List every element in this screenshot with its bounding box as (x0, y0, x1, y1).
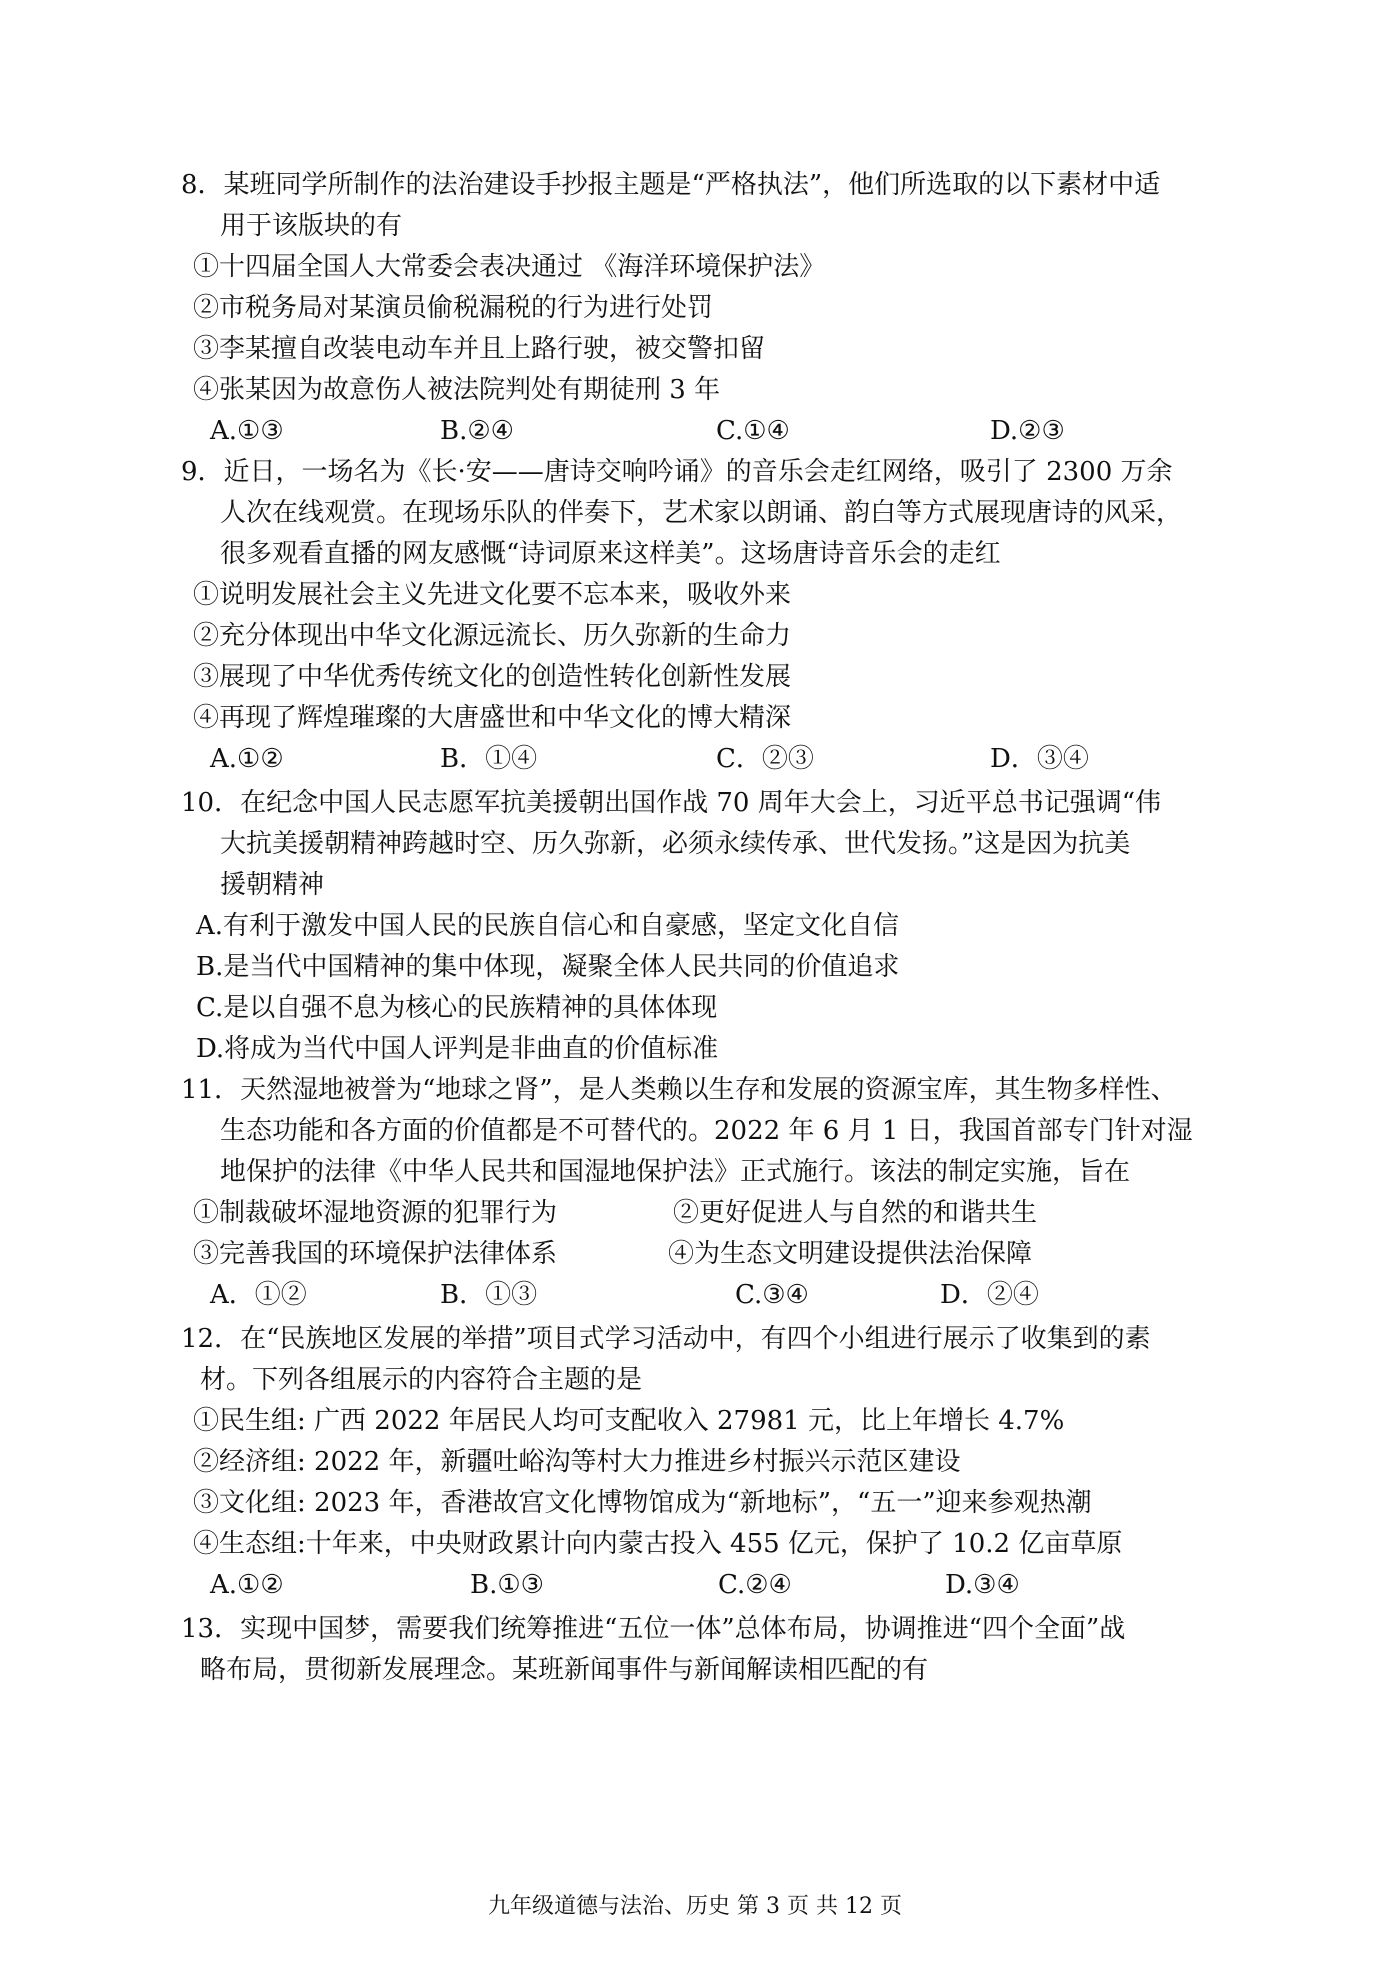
q11-item-4: ④为生态文明建设提供法治保障 (668, 1239, 1033, 1269)
q12-stem-line-1: 12．在“民族地区发展的举措”项目式学习活动中，有四个小组进行展示了收集到的素 (181, 1324, 1151, 1354)
q8-option-d: D.②③ (990, 416, 1065, 446)
q11-item-3: ③完善我国的环境保护法律体系 (193, 1239, 558, 1269)
q9-option-d: D．③④ (990, 744, 1089, 774)
q8-item-2: ②市税务局对某演员偷税漏税的行为进行处罚 (193, 293, 714, 323)
q9-item-1: ①说明发展社会主义先进文化要不忘本来，吸收外来 (193, 580, 792, 610)
q10-choice-b: B.是当代中国精神的集中体现，凝聚全体人民共同的价值追求 (196, 952, 900, 982)
q9-item-3: ③展现了中华优秀传统文化的创造性转化创新性发展 (193, 662, 792, 692)
q8-item-3: ③李某擅自改装电动车并且上路行驶，被交警扣留 (193, 334, 766, 364)
q11-item-1: ①制裁破坏湿地资源的犯罪行为 (193, 1198, 558, 1228)
q8-item-1: ①十四届全国人大常委会表决通过 《海洋环境保护法》 (193, 252, 826, 282)
q11-option-a: A．①② (210, 1280, 307, 1310)
q13-stem-line-1: 13．实现中国梦，需要我们统筹推进“五位一体”总体布局，协调推进“四个全面”战 (181, 1614, 1126, 1644)
q12-options (0, 1568, 1390, 1602)
q11-option-b: B．①③ (440, 1280, 538, 1310)
q12-option-c: C.②④ (718, 1570, 792, 1600)
q12-item-1: ①民生组: 广西 2022 年居民人均可支配收入 27981 元，比上年增长 4.7% (193, 1406, 1065, 1436)
q9-stem-line-2: 人次在线观赏。在现场乐队的伴奏下，艺术家以朗诵、韵白等方式展现唐诗的风采， (220, 498, 1183, 528)
q12-item-4: ④生态组:十年来，中央财政累计向内蒙古投入 455 亿元，保护了 10.2 亿亩草原 (193, 1529, 1123, 1559)
q11-stem-line-2: 生态功能和各方面的价值都是不可替代的。2022 年 6 月 1 日，我国首部专门针对湿 (220, 1116, 1193, 1146)
q10-stem-line-1: 10．在纪念中国人民志愿军抗美援朝出国作战 70 周年大会上，习近平总书记强调“伟 (181, 788, 1161, 818)
q9-item-2: ②充分体现出中华文化源远流长、历久弥新的生命力 (193, 621, 792, 651)
q10-choice-a: A.有利于激发中国人民的民族自信心和自豪感，坚定文化自信 (196, 911, 900, 941)
q9-item-4: ④再现了辉煌璀璨的大唐盛世和中华文化的博大精深 (193, 703, 792, 733)
q11-stem-line-1: 11．天然湿地被誉为“地球之肾”，是人类赖以生存和发展的资源宝库，其生物多样性、 (181, 1075, 1177, 1105)
q12-option-d: D.③④ (945, 1570, 1020, 1600)
q11-option-c: C.③④ (735, 1280, 809, 1310)
q9-stem-line-3: 很多观看直播的网友感慨“诗词原来这样美”。这场唐诗音乐会的走红 (220, 539, 1001, 569)
q11-option-d: D．②④ (940, 1280, 1039, 1310)
q8-options (0, 414, 1390, 448)
q12-item-3: ③文化组: 2023 年，香港故宫文化博物馆成为“新地标”，“五一”迎来参观热潮 (193, 1488, 1092, 1518)
q9-option-c: C．②③ (716, 744, 814, 774)
q10-choice-d: D.将成为当代中国人评判是非曲直的价值标准 (196, 1034, 719, 1064)
q9-options (0, 742, 1390, 776)
q9-option-b: B．①④ (440, 744, 538, 774)
q11-item-2: ②更好促进人与自然的和谐共生 (673, 1198, 1038, 1228)
q10-stem-line-2: 大抗美援朝精神跨越时空、历久弥新，必须永续传承、世代发扬。”这是因为抗美 (220, 829, 1131, 859)
q9-stem-line-1: 9．近日，一场名为《长·安——唐诗交响吟诵》的音乐会走红网络，吸引了 2300 万余 (181, 457, 1173, 487)
q8-stem-line-1: 8．某班同学所制作的法治建设手抄报主题是“严格执法”，他们所选取的以下素材中适 (181, 170, 1161, 200)
q8-option-c: C.①④ (716, 416, 790, 446)
q8-item-4: ④张某因为故意伤人被法院判处有期徒刑 3 年 (193, 375, 721, 405)
q8-option-a: A.①③ (210, 416, 284, 446)
page-footer: 九年级道德与法治、历史 第 3 页 共 12 页 (488, 1894, 902, 1919)
q11-options (0, 1278, 1390, 1312)
q12-option-b: B.①③ (470, 1570, 544, 1600)
q13-stem-line-2: 略布局，贯彻新发展理念。某班新闻事件与新闻解读相匹配的有 (200, 1655, 929, 1685)
q10-stem-line-3: 援朝精神 (220, 870, 325, 900)
q9-option-a: A.①② (210, 744, 284, 774)
q11-stem-line-3: 地保护的法律《中华人民共和国湿地保护法》正式施行。该法的制定实施，旨在 (220, 1157, 1131, 1187)
q8-option-b: B.②④ (440, 416, 514, 446)
q10-choice-c: C.是以自强不息为核心的民族精神的具体体现 (196, 993, 718, 1023)
q12-item-2: ②经济组: 2022 年，新疆吐峪沟等村大力推进乡村振兴示范区建设 (193, 1447, 961, 1477)
q8-stem-line-2: 用于该版块的有 (220, 211, 403, 241)
q12-option-a: A.①② (210, 1570, 284, 1600)
q12-stem-line-2: 材。下列各组展示的内容符合主题的是 (200, 1365, 643, 1395)
